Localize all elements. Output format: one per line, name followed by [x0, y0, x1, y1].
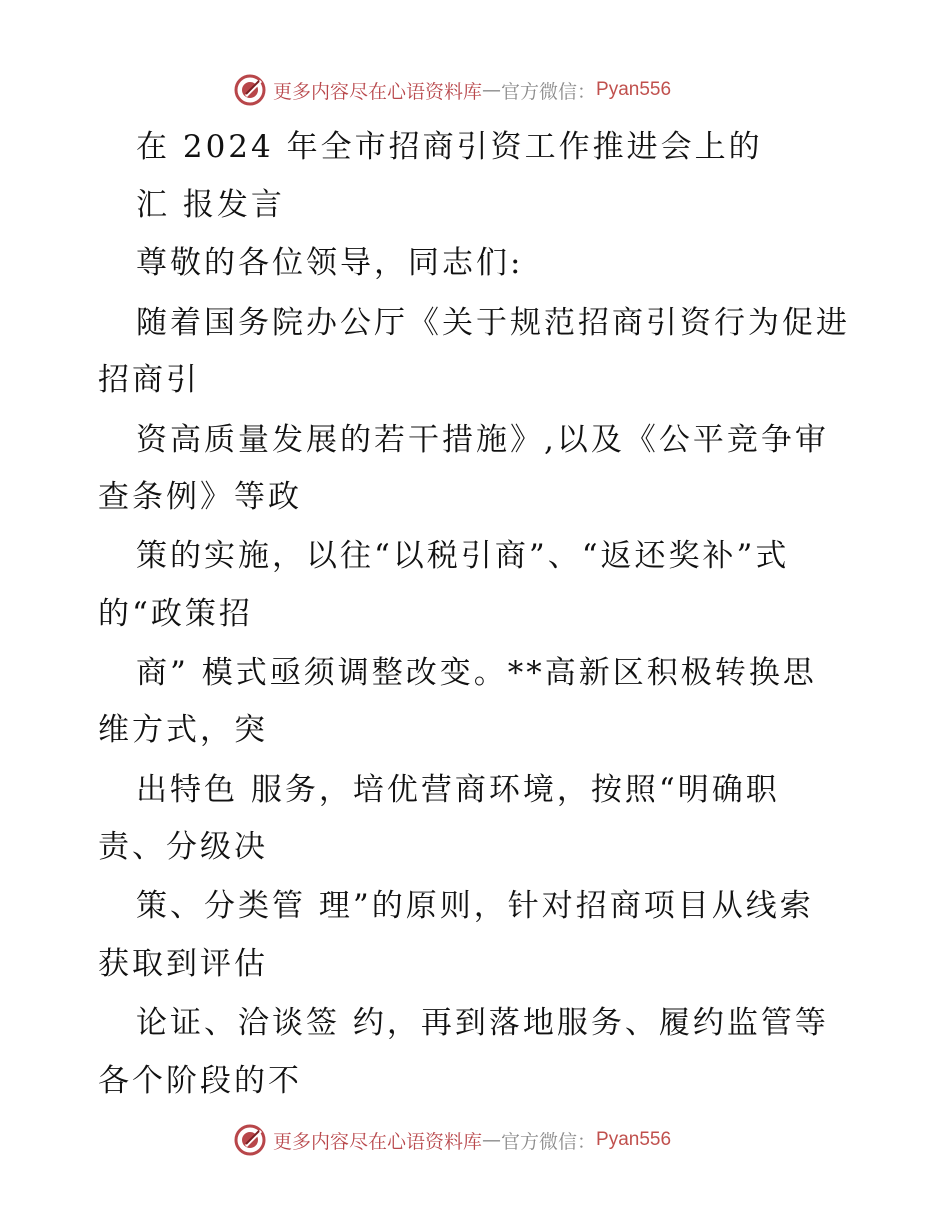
banner-contact-label: 官方微信：	[501, 1130, 597, 1153]
pen-logo-icon	[233, 1123, 267, 1157]
document-title-line-1: 在 2024 年全市招商引资工作推进会上的	[136, 129, 763, 165]
banner-separator: —	[482, 1129, 502, 1151]
paragraph-line: 策、分类管 理”的原则，针对招商项目从线索	[136, 888, 814, 924]
paragraph-line: 商” 模式亟须调整改变。**高新区积极转换思	[136, 655, 817, 691]
salutation: 尊敬的各位领导，同志们:	[136, 245, 524, 281]
paragraph-line: 随着国务院办公厅《关于规范招商引资行为促进	[136, 305, 850, 341]
banner-separator: —	[482, 79, 502, 101]
banner-contact-label: 官方微信：	[501, 80, 597, 103]
banner-contact-id: Pyan556	[596, 79, 672, 100]
paragraph-line: 出特色 服务，培优营商环境，按照“明确职	[136, 772, 780, 808]
paragraph-line: 的“政策招	[98, 596, 253, 632]
header-watermark-banner	[0, 70, 950, 110]
paragraph-line: 各个阶段的不	[98, 1063, 302, 1099]
pen-logo-icon	[233, 73, 267, 107]
banner-site-text: 更多内容尽在心语资料库	[273, 1130, 483, 1153]
paragraph-line: 资高质量发展的若干措施》,以及《公平竞争审	[136, 422, 829, 458]
banner-site-text: 更多内容尽在心语资料库	[273, 80, 483, 103]
banner-contact-id: Pyan556	[596, 1129, 672, 1150]
paragraph-line: 获取到评估	[98, 946, 268, 982]
paragraph-line: 招商引	[98, 362, 200, 398]
paragraph-line: 论证、洽谈签 约，再到落地服务、履约监管等	[136, 1005, 829, 1041]
paragraph-line: 策的实施，以往“以税引商”、“返还奖补”式	[136, 538, 790, 574]
paragraph-line: 维方式，突	[98, 712, 268, 748]
paragraph-line: 责、分级决	[98, 829, 268, 865]
document-title-line-2: 汇 报发言	[136, 187, 285, 223]
paragraph-line: 查条例》等政	[98, 479, 302, 515]
footer-watermark-banner	[0, 1120, 950, 1160]
